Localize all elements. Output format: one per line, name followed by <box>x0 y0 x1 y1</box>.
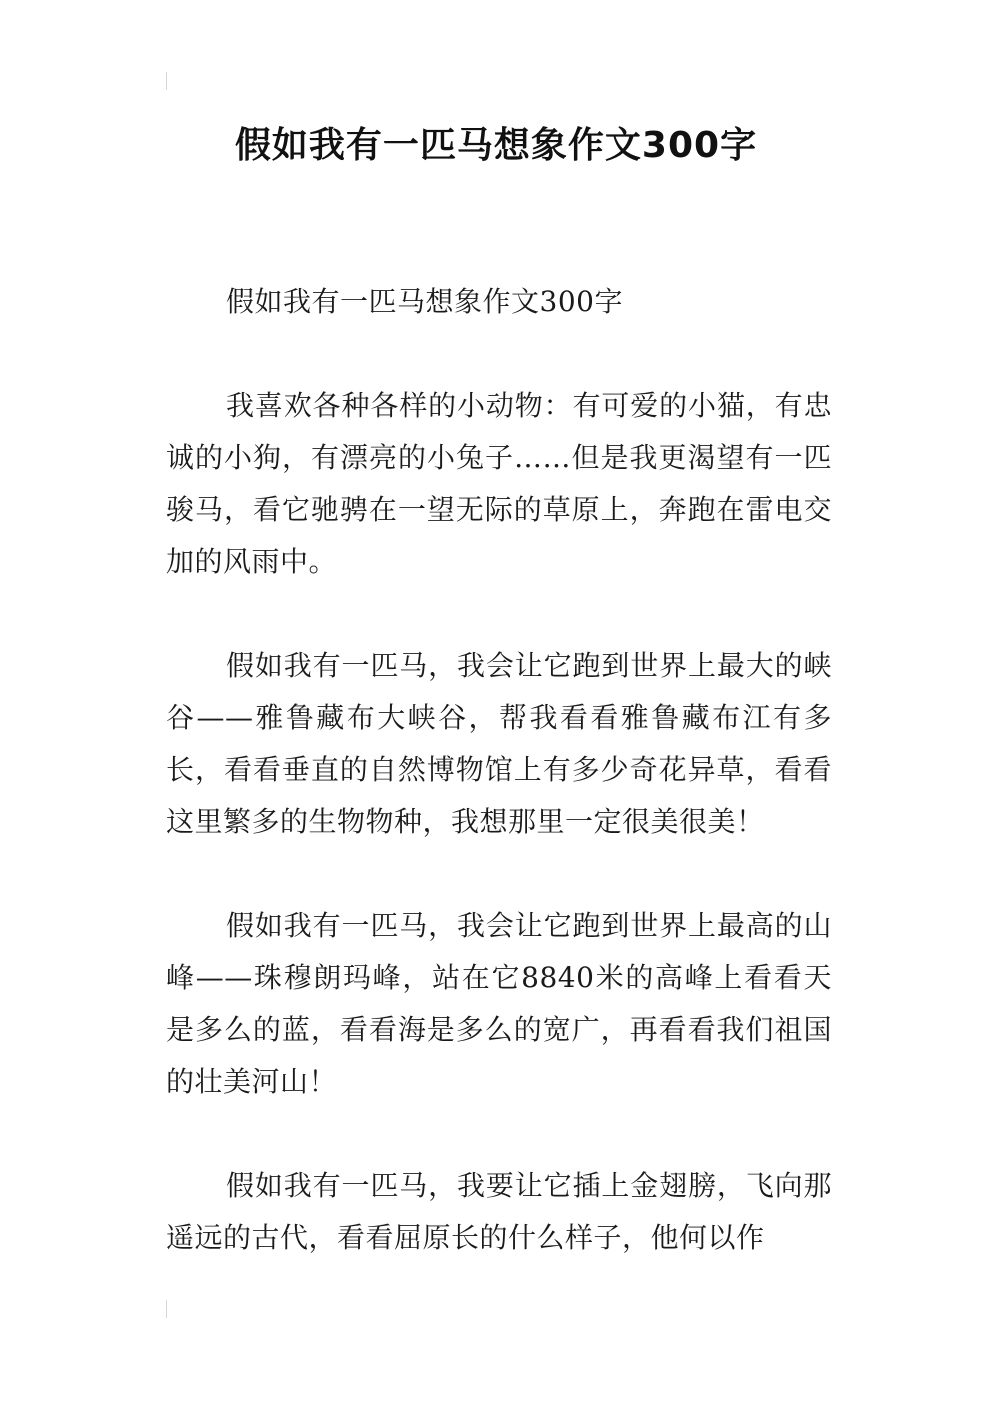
article-subtitle: 假如我有一匹马想象作文300字 <box>226 285 623 318</box>
paragraph-intro: 我喜欢各种各样的小动物：有可爱的小猫，有忠诚的小狗，有漂亮的小兔子……但是我更渴望有一匹骏马，看它驰骋在一望无际的草原上，奔跑在雷电交加的风雨中。 <box>166 389 832 578</box>
paragraph-canyon: 假如我有一匹马，我会让它跑到世界上最大的峡谷——雅鲁藏布大峡谷，帮我看看雅鲁藏布江有多长，看看垂直的自然博物馆上有多少奇花异草，看看这里繁多的生物物种，我想那里一定很美很美！ <box>166 649 832 838</box>
page-title: 假如我有一匹马想象作文300字 <box>234 125 758 166</box>
crop-mark-top <box>166 72 167 90</box>
paragraph-ancient: 假如我有一匹马，我要让它插上金翅膀，飞向那遥远的古代，看看屈原长的什么样子，他何以作 <box>166 1169 832 1254</box>
article-body <box>166 276 832 1316</box>
crop-mark-bottom <box>166 1300 167 1318</box>
paragraph-everest: 假如我有一匹马，我会让它跑到世界上最高的山峰——珠穆朗玛峰，站在它8840米的高峰上看看天是多么的蓝，看看海是多么的宽广，再看看我们祖国的壮美河山！ <box>166 909 832 1098</box>
